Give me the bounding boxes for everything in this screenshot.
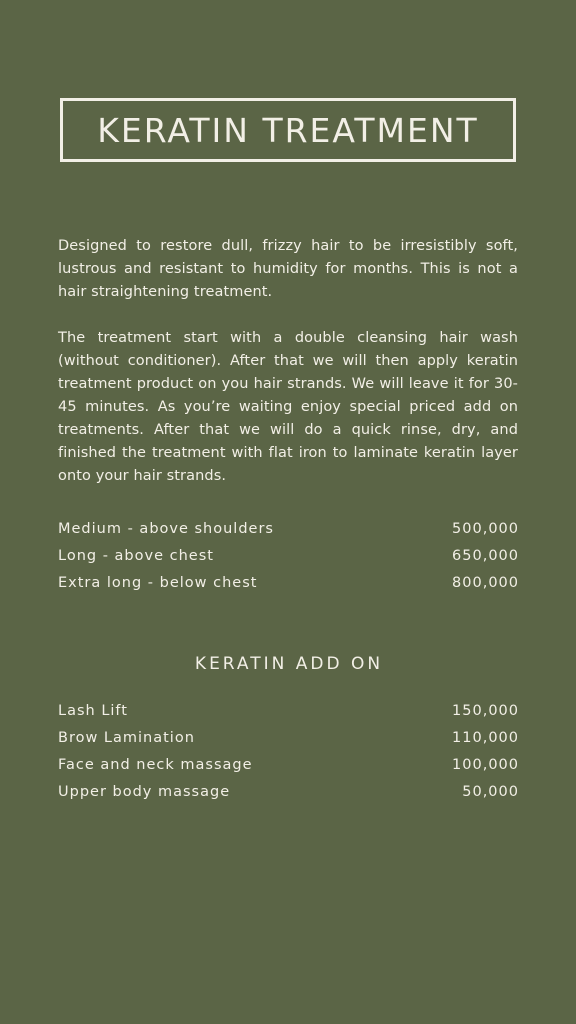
price-row — [58, 543, 519, 570]
price-row — [58, 752, 519, 779]
description-paragraph-2: The treatment start with a double cleansing hair wash (without conditioner). After that we will then apply keratin treatment product on you hair strands. We will leave it for 30-45 minutes. As you’re waiting enjoy special priced add on treatments. After that we will do a quick rinse, dry, and finished the treatment with flat iron to laminate keratin layer onto your hair strands. — [58, 330, 518, 484]
price-label: Upper body massage — [58, 784, 231, 800]
price-value: 50,000 — [462, 784, 519, 800]
addon-price-list — [58, 698, 519, 806]
treatment-price-list — [58, 516, 519, 597]
price-value: 110,000 — [452, 730, 519, 746]
price-label: Long - above chest — [58, 548, 214, 564]
price-value: 800,000 — [452, 575, 519, 591]
price-value: 150,000 — [452, 703, 519, 719]
description-paragraph-1: Designed to restore dull, frizzy hair to be irresistibly soft, lustrous and resistant to humidity for months. This is not a hair straightening treatment. — [58, 238, 518, 300]
price-row — [58, 698, 519, 725]
price-label: Lash Lift — [58, 703, 128, 719]
price-value: 650,000 — [452, 548, 519, 564]
price-row — [58, 516, 519, 543]
price-label: Brow Lamination — [58, 730, 195, 746]
price-row — [58, 779, 519, 806]
price-label: Medium - above shoulders — [58, 521, 274, 537]
price-value: 100,000 — [452, 757, 519, 773]
price-label: Face and neck massage — [58, 757, 253, 773]
page-title: KERATIN TREATMENT — [97, 110, 479, 150]
price-label: Extra long - below chest — [58, 575, 258, 591]
price-row — [58, 570, 519, 597]
price-row — [58, 725, 519, 752]
title-frame — [60, 98, 516, 162]
price-value: 500,000 — [452, 521, 519, 537]
addon-heading: KERATIN ADD ON — [194, 654, 384, 674]
